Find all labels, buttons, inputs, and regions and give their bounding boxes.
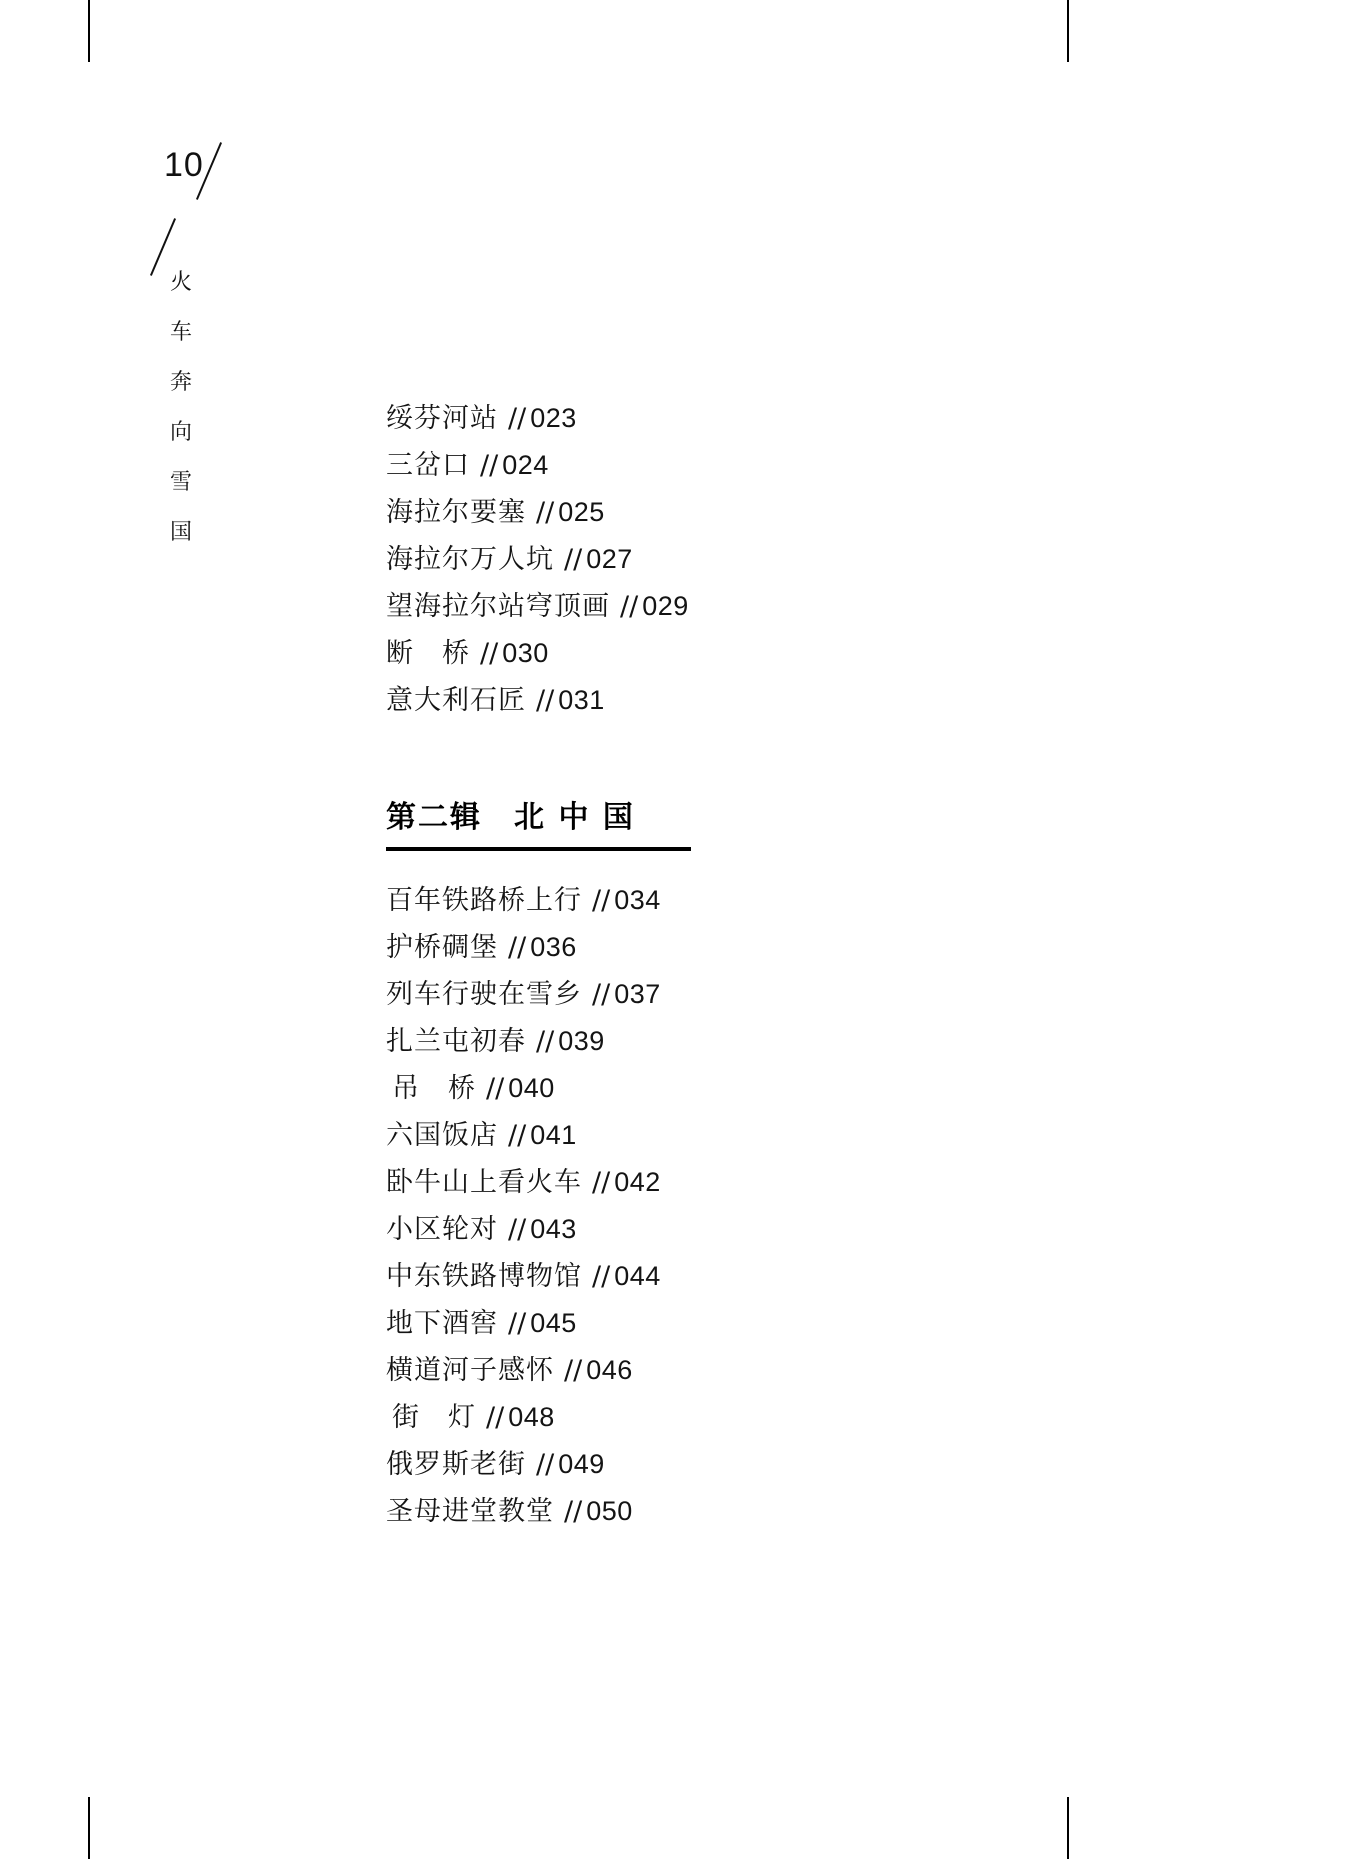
toc-entry-separator: // bbox=[536, 497, 555, 528]
toc-entry-title: 圣母进堂教堂 bbox=[386, 1496, 554, 1527]
toc-entry[interactable] bbox=[386, 877, 1026, 924]
toc-entry-page: 030 bbox=[502, 638, 549, 668]
toc-entry-separator: // bbox=[536, 1449, 555, 1480]
toc-entry-page: 040 bbox=[508, 1073, 555, 1103]
toc-entry-page: 041 bbox=[530, 1120, 577, 1150]
toc-entry-page: 037 bbox=[614, 979, 661, 1009]
toc-entry[interactable] bbox=[386, 924, 1026, 971]
toc-entry-page: 045 bbox=[530, 1308, 577, 1338]
toc-entry-page: 031 bbox=[558, 685, 605, 715]
running-head-char-4: 雪 bbox=[169, 470, 192, 495]
toc-entry-separator: // bbox=[564, 1496, 583, 1527]
toc-entry-separator: // bbox=[486, 1402, 505, 1433]
toc-entry-separator: // bbox=[620, 591, 639, 622]
toc-entry-title: 绥芬河站 bbox=[386, 403, 498, 434]
toc-entry-title: 吊 桥 bbox=[392, 1073, 476, 1104]
toc-entry-title: 海拉尔要塞 bbox=[386, 497, 526, 528]
toc-entry-title: 俄罗斯老街 bbox=[386, 1449, 526, 1480]
toc-entry-title: 百年铁路桥上行 bbox=[386, 885, 582, 916]
toc-entry[interactable] bbox=[386, 630, 1026, 677]
section-title: 第二辑 北 中 国 bbox=[386, 800, 635, 835]
toc-entry-separator: // bbox=[508, 1308, 527, 1339]
toc-group-one bbox=[386, 395, 1026, 724]
toc-entry-separator: // bbox=[564, 544, 583, 575]
toc-entry-separator: // bbox=[508, 1214, 527, 1245]
crop-mark-top-left bbox=[88, 0, 90, 62]
toc-entry-separator: // bbox=[592, 1167, 611, 1198]
toc-entry-page: 043 bbox=[530, 1214, 577, 1244]
toc-entry[interactable] bbox=[386, 1018, 1026, 1065]
toc-entry[interactable] bbox=[386, 1394, 1026, 1441]
running-head-char-1: 车 bbox=[169, 320, 192, 345]
crop-mark-bottom-right bbox=[1067, 1797, 1069, 1859]
table-of-contents bbox=[386, 395, 1026, 1535]
toc-entry-page: 023 bbox=[530, 403, 577, 433]
toc-entry-page: 039 bbox=[558, 1026, 605, 1056]
toc-entry-separator: // bbox=[480, 450, 499, 481]
toc-entry-title: 望海拉尔站穹顶画 bbox=[386, 591, 610, 622]
toc-entry[interactable] bbox=[386, 536, 1026, 583]
toc-entry-title: 中东铁路博物馆 bbox=[386, 1261, 582, 1292]
section-heading bbox=[386, 798, 691, 851]
toc-entry[interactable] bbox=[386, 677, 1026, 724]
toc-entry-title: 横道河子感怀 bbox=[386, 1355, 554, 1386]
toc-entry[interactable] bbox=[386, 1488, 1026, 1535]
toc-entry[interactable] bbox=[386, 395, 1026, 442]
toc-entry-separator: // bbox=[508, 403, 527, 434]
running-head-char-2: 奔 bbox=[169, 370, 192, 395]
toc-entry-page: 027 bbox=[586, 544, 633, 574]
toc-entry-separator: // bbox=[592, 885, 611, 916]
toc-entry-title: 地下酒窖 bbox=[386, 1308, 498, 1339]
running-head-char-0: 火 bbox=[169, 270, 192, 295]
toc-entry[interactable] bbox=[386, 489, 1026, 536]
toc-entry-title: 三岔口 bbox=[386, 450, 470, 481]
toc-entry-separator: // bbox=[508, 1120, 527, 1151]
toc-entry-page: 025 bbox=[558, 497, 605, 527]
toc-entry[interactable] bbox=[386, 1206, 1026, 1253]
toc-entry-page: 046 bbox=[586, 1355, 633, 1385]
toc-entry[interactable] bbox=[386, 1065, 1026, 1112]
toc-entry-page: 042 bbox=[614, 1167, 661, 1197]
section-rule bbox=[386, 847, 691, 851]
toc-entry-separator: // bbox=[536, 685, 555, 716]
toc-entry-title: 卧牛山上看火车 bbox=[386, 1167, 582, 1198]
page-number: 10 bbox=[164, 146, 204, 184]
toc-entry-title: 小区轮对 bbox=[386, 1214, 498, 1245]
toc-entry-page: 024 bbox=[502, 450, 549, 480]
toc-entry-page: 044 bbox=[614, 1261, 661, 1291]
toc-entry-page: 036 bbox=[530, 932, 577, 962]
toc-entry[interactable] bbox=[386, 1159, 1026, 1206]
toc-entry[interactable] bbox=[386, 1441, 1026, 1488]
toc-entry-page: 049 bbox=[558, 1449, 605, 1479]
toc-entry-page: 050 bbox=[586, 1496, 633, 1526]
toc-entry-title: 意大利石匠 bbox=[386, 685, 526, 716]
toc-entry[interactable] bbox=[386, 1112, 1026, 1159]
toc-entry-title: 列车行驶在雪乡 bbox=[386, 979, 582, 1010]
crop-mark-bottom-left bbox=[88, 1797, 90, 1859]
toc-entry[interactable] bbox=[386, 1347, 1026, 1394]
toc-entry-title: 断 桥 bbox=[386, 638, 470, 669]
crop-mark-top-right bbox=[1067, 0, 1069, 62]
running-head bbox=[156, 258, 206, 558]
toc-entry-page: 048 bbox=[508, 1402, 555, 1432]
toc-entry-title: 街 灯 bbox=[392, 1402, 476, 1433]
toc-entry-separator: // bbox=[564, 1355, 583, 1386]
toc-entry[interactable] bbox=[386, 583, 1026, 630]
toc-entry-title: 海拉尔万人坑 bbox=[386, 544, 554, 575]
toc-group-two bbox=[386, 877, 1026, 1535]
toc-entry-title: 扎兰屯初春 bbox=[386, 1026, 526, 1057]
running-head-char-5: 国 bbox=[169, 520, 192, 545]
toc-entry-separator: // bbox=[486, 1073, 505, 1104]
running-head-char-3: 向 bbox=[169, 420, 192, 445]
toc-entry-title: 护桥碉堡 bbox=[386, 932, 498, 963]
toc-entry[interactable] bbox=[386, 1300, 1026, 1347]
toc-entry-separator: // bbox=[592, 979, 611, 1010]
toc-entry[interactable] bbox=[386, 442, 1026, 489]
toc-entry-separator: // bbox=[508, 932, 527, 963]
toc-entry-separator: // bbox=[480, 638, 499, 669]
toc-entry-separator: // bbox=[592, 1261, 611, 1292]
toc-entry-separator: // bbox=[536, 1026, 555, 1057]
toc-entry[interactable] bbox=[386, 1253, 1026, 1300]
toc-entry-page: 029 bbox=[642, 591, 689, 621]
toc-entry[interactable] bbox=[386, 971, 1026, 1018]
toc-entry-title: 六国饭店 bbox=[386, 1120, 498, 1151]
toc-entry-page: 034 bbox=[614, 885, 661, 915]
